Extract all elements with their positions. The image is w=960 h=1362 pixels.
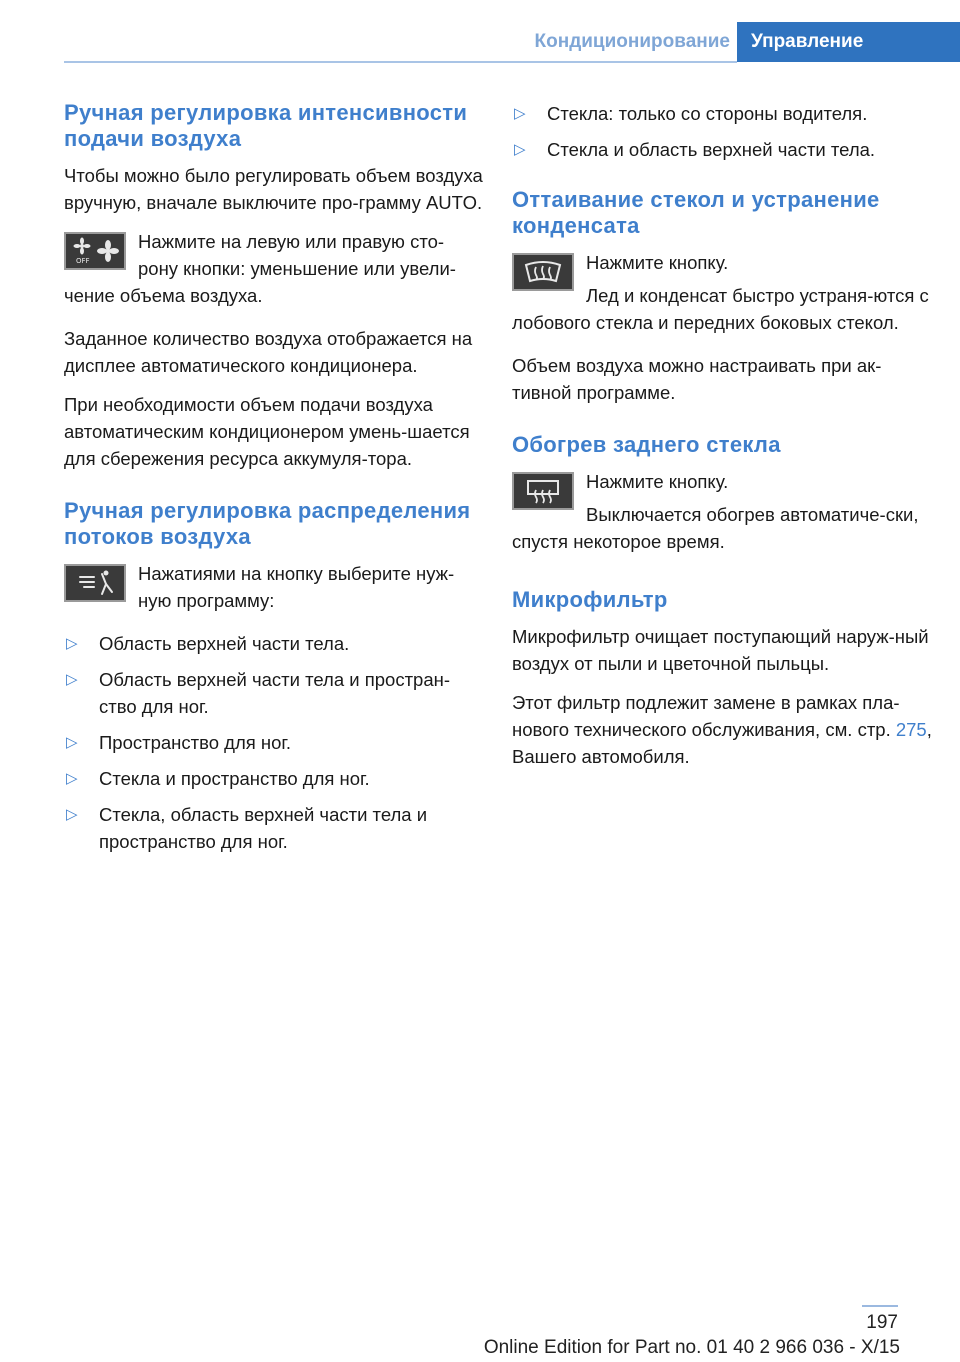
section-manual-air-volume [64,100,484,472]
page-header [0,0,960,62]
section-heading: Обогрев заднего стекла [512,432,781,457]
distribution-list [64,630,484,855]
air-distribution-icon [64,564,126,602]
left-column [64,100,484,881]
triangle-bullet-icon: ▷ [66,734,78,751]
paragraph: Чтобы можно было регулировать объем воздуха вручную, вначале выключите про-грамму AUTO. [64,165,483,213]
paragraph: Этот фильтр подлежит замене в рамках пла-нового технического обслуживания, см. стр. 275, Вашего автомобиля. [512,692,932,767]
header-rule [64,61,737,63]
list-item: ▷ Пространство для ног. [64,729,484,756]
triangle-bullet-icon: ▷ [66,770,78,787]
list-item: ▷ Стекла, область верхней части тела и пространство для ног. [64,801,484,855]
right-column [512,100,932,796]
paragraph: Объем воздуха можно настраивать при ак-тивной программе. [512,355,882,403]
section-manual-air-distribution [64,498,484,855]
icon-description: Нажмите кнопку. [586,471,729,492]
triangle-bullet-icon: ▷ [66,635,78,652]
distribution-list-continued [512,100,932,163]
icon-instruction [64,228,484,315]
icon-description: Нажмите кнопку. [586,252,729,273]
icon-description: Выключается обогрев автоматиче-ски, спустя некоторое время. [512,504,919,552]
triangle-bullet-icon: ▷ [66,806,78,823]
icon-description: Нажмите на левую или правую сто-рону кнопки: уменьшение или увели-чение объема воздуха. [64,231,456,306]
list-item: ▷ Область верхней части тела и простран-ство для ног. [64,666,484,720]
fan-off-label: OFF [76,257,90,265]
section-microfilter [512,587,932,770]
page-number: 197 [866,1312,898,1333]
footer-rule [862,1305,898,1307]
icon-instruction [512,249,932,342]
triangle-bullet-icon: ▷ [514,105,526,122]
paragraph: При необходимости объем подачи воздуха автоматическим кондиционером умень-шается для сбережения ресурса аккумуля-тора. [64,394,470,469]
rear-defrost-icon [512,472,574,510]
list-item: ▷ Стекла и пространство для ног. [64,765,484,792]
icon-description: Нажатиями на кнопку выберите нуж-ную программу: [138,563,455,611]
page-link[interactable]: 275 [895,719,927,740]
triangle-bullet-icon: ▷ [514,141,526,158]
section-rear-window-heating [512,432,932,561]
footer-edition: Online Edition for Part no. 01 40 2 966 036 - X/15 [483,1337,900,1358]
icon-description: Лед и конденсат быстро устраня-ются с лобового стекла и передних боковых стекол. [512,285,929,333]
section-heading: Микрофильтр [512,587,668,612]
list-item: ▷ Стекла: только со стороны водителя. [512,100,932,127]
paragraph: Заданное количество воздуха отображается на дисплее автоматического кондиционера. [64,328,473,376]
header-chapter-tab: Управление [737,22,960,62]
section-heading: Ручная регулировка распределения потоков воздуха [64,498,471,549]
paragraph: Микрофильтр очищает поступающий наруж-ный воздух от пыли и цветочной пыльцы. [512,626,929,674]
section-defrost [512,187,932,406]
header-section-label: Кондиционирование [534,31,730,52]
section-heading: Ручная регулировка интенсивности подачи воздуха [64,100,468,151]
triangle-bullet-icon: ▷ [66,671,78,688]
fan-off-icon [64,232,126,270]
icon-instruction [64,560,484,620]
list-item: ▷ Область верхней части тела. [64,630,484,657]
section-heading: Оттаивание стекол и устранение конденсата [512,187,880,238]
windshield-defrost-icon [512,253,574,291]
list-item: ▷ Стекла и область верхней части тела. [512,136,932,163]
icon-instruction [512,468,932,561]
